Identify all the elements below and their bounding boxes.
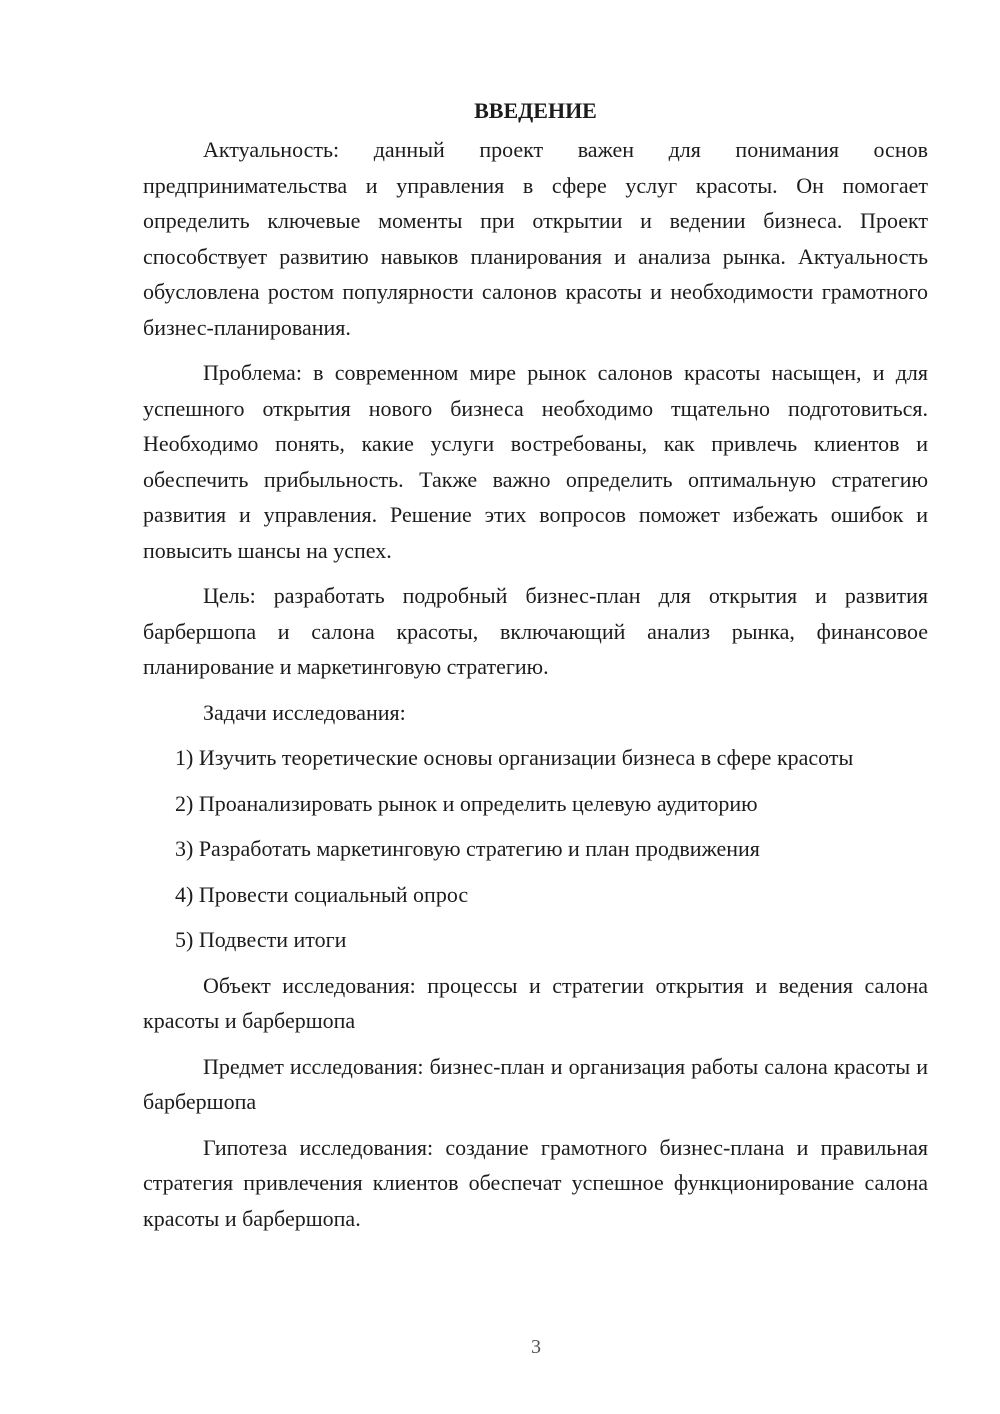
- paragraph-relevance: Актуальность: данный проект важен для понимания основ предпринимательства и управления в сфере услуг красоты. Он помогает определить ключевые моменты при открытии и ведении бизнеса. Проект способствует развитию навыков планирования и анализа рынка. Актуальность обусловлена ростом популярности салонов красоты и необходимости грамотного бизнес-планирования.: [143, 137, 928, 340]
- task-item-1: 1) Изучить теоретические основы организации бизнеса в сфере красоты: [175, 745, 854, 770]
- section-title: ВВЕДЕНИЕ: [474, 98, 597, 123]
- task-item-3: 3) Разработать маркетинговую стратегию и план продвижения: [175, 836, 760, 861]
- paragraph-subject: Предмет исследования: бизнес-план и организация работы салона красоты и барбершопа: [143, 1053, 928, 1114]
- task-item-2: 2) Проанализировать рынок и определить целевую аудиторию: [175, 790, 758, 816]
- paragraph-hypothesis: Гипотеза исследования: создание грамотного бизнес-плана и правильная стратегия привлечения клиентов обеспечат успешное функционирование салона красоты и барбершопа.: [143, 1134, 928, 1231]
- paragraph-object: Объект исследования: процессы и стратегии открытия и ведения салона красоты и барбершопа: [143, 972, 928, 1033]
- paragraph-tasks-heading: Задачи исследования:: [203, 699, 406, 725]
- paragraph-problem: Проблема: в современном мире рынок салонов красоты насыщен, и для успешного открытия нового бизнеса необходимо тщательно подготовиться. Необходимо понять, какие услуги востребованы, как привлечь клиентов и обеспечить прибыльность. Также важно определить оптимальную стратегию развития и управления. Решение этих вопросов поможет избежать ошибок и повысить шансы на успех.: [143, 360, 928, 563]
- paragraph-goal: Цель: разработать подробный бизнес-план для открытия и развития барбершопа и салона красоты, включающий анализ рынка, финансовое планирование и маркетинговую стратегию.: [143, 583, 928, 679]
- page-content: [143, 96, 928, 1246]
- page-number: 3: [531, 1336, 541, 1358]
- task-item-5: 5) Подвести итоги: [175, 927, 347, 952]
- task-item-4: 4) Провести социальный опрос: [175, 881, 469, 907]
